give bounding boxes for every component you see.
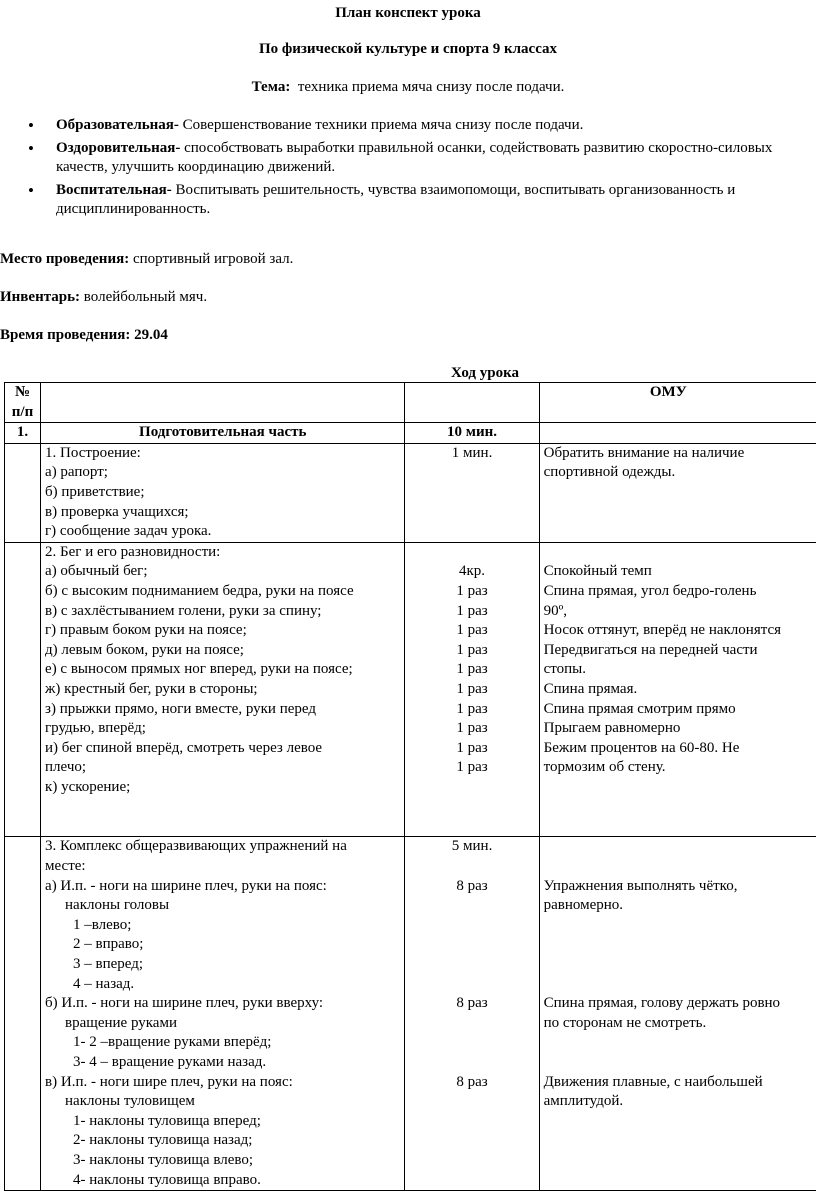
exercise-b-start: б) И.п. - ноги на ширине плеч, руки вверху:: [45, 995, 324, 1012]
theme-value: техника приема мяча снизу после подачи.: [297, 79, 565, 95]
goal-health: [28, 139, 816, 178]
goal-text: Совершенствование техники приема мяча снизу после подачи.: [178, 117, 584, 133]
table-header-row: [5, 383, 816, 423]
row-num-cell: [5, 542, 41, 837]
row-num-cell: [5, 837, 41, 1191]
equipment-value: волейбольный мяч.: [80, 289, 208, 305]
exercise-a-step: 3 – вперед;: [73, 956, 144, 973]
block1-line: б) приветствие;: [45, 483, 145, 500]
goal-educational: [28, 116, 816, 136]
part-time: 10 мин.: [405, 423, 539, 444]
table-caption: Ход урока: [450, 365, 520, 381]
block2-line: и) бег спиной вперёд, смотреть через левое: [45, 739, 323, 756]
table-row: [5, 423, 816, 444]
place-label: Место проведения:: [0, 251, 130, 267]
block2-dose: 1 раз: [456, 582, 488, 599]
block2-line: плечо;: [45, 759, 87, 776]
block2-note: тормозим об стену.: [543, 759, 666, 776]
block2-note: стопы.: [543, 661, 586, 678]
exercise-b-dose: 8 раз: [456, 995, 488, 1012]
exercise-a-note: Упражнения выполнять чётко,: [543, 877, 738, 894]
goal-upbringing: [28, 181, 816, 220]
block3-notes: [539, 837, 816, 1191]
block2-line: 2. Бег и его разновидности:: [45, 543, 221, 560]
exercise-b-note: по сторонам не смотреть.: [543, 1014, 707, 1031]
table-row: [5, 443, 816, 542]
time-line: Время проведения: 29.04: [0, 327, 168, 343]
table-row: [5, 837, 816, 1191]
block2-line: а) обычный бег;: [45, 563, 148, 580]
block2-dose: 1 раз: [456, 641, 488, 658]
exercise-c-sub: наклоны туловищем: [65, 1093, 195, 1110]
header-time-cell: [405, 383, 539, 423]
place-value: спортивный игровой зал.: [129, 251, 294, 267]
goal-label: Воспитательная-: [56, 181, 172, 198]
lesson-theme: [0, 78, 816, 98]
header-num: №: [14, 384, 31, 400]
exercise-c-step: 3- наклоны туловища влево;: [73, 1151, 254, 1168]
block2-line: к) ускорение;: [45, 778, 131, 795]
block2-dose: 1 раз: [456, 622, 488, 639]
exercise-c-note: амплитудой.: [543, 1093, 624, 1110]
header-num-sub: п/п: [11, 403, 34, 420]
goals-list: [28, 116, 816, 220]
block3-content: [41, 837, 405, 1191]
block3-time: 5 мин.: [451, 838, 493, 855]
block2-line: ж) крестный бег, руки в стороны;: [45, 680, 258, 697]
page-subtitle: По физической культуре и спорта 9 классах: [258, 41, 558, 57]
exercise-a-step: 2 – вправо;: [73, 936, 144, 953]
part-notes: [539, 423, 816, 444]
block1-line: 1. Построение:: [45, 444, 141, 461]
part-name: Подготовительная часть: [41, 423, 405, 444]
exercise-c-step: 4- наклоны туловища вправо.: [73, 1171, 261, 1188]
block2-notes: [539, 542, 816, 837]
equipment-label: Инвентарь:: [0, 289, 81, 305]
header-omu-cell: ОМУ: [539, 383, 816, 423]
block1-content: [41, 443, 405, 542]
block2-doses: [405, 542, 539, 837]
block2-note: Прыгаем равномерно: [543, 720, 681, 737]
block1-note: спортивной одежды.: [543, 464, 676, 481]
block1-line: а) рапорт;: [45, 464, 108, 481]
block2-note: Бежим процентов на 60-80. Не: [543, 739, 740, 756]
block2-note: 90º,: [543, 602, 568, 619]
exercise-b-note: Спина прямая, голову держать ровно: [543, 995, 781, 1012]
block2-dose: 1 раз: [456, 720, 488, 737]
goal-text: способствовать выработки правильной осанки, содействовать развитию скоростно-силовых качеств, улучшить координацию движений.: [56, 139, 773, 176]
exercise-c-note: Движения плавные, с наибольшей: [543, 1073, 763, 1090]
block2-dose: 1 раз: [456, 700, 488, 717]
block2-note: Носок оттянут, вперёд не наклонятся: [543, 622, 782, 639]
block2-content: [41, 542, 405, 837]
block2-dose: 1 раз: [456, 602, 488, 619]
block2-note: Спина прямая.: [543, 680, 638, 697]
header-num-cell: [5, 383, 41, 423]
exercise-a-start: а) И.п. - ноги на ширине плеч, руки на пояс:: [45, 877, 327, 894]
header-content-cell: [41, 383, 405, 423]
equipment-line: [0, 288, 207, 308]
block2-dose: 1 раз: [456, 759, 488, 776]
table-row: [5, 542, 816, 837]
block2-line: д) левым боком, руки на поясе;: [45, 641, 244, 658]
exercise-c-dose: 8 раз: [456, 1073, 488, 1090]
block2-dose: 4кр.: [459, 563, 486, 580]
place-line: [0, 250, 293, 270]
block2-line: е) с выносом прямых ног вперед, руки на поясе;: [45, 661, 353, 678]
exercise-c-step: 1- наклоны туловища вперед;: [73, 1112, 261, 1129]
exercise-a-sub: наклоны головы: [65, 897, 170, 914]
exercise-a-note: равномерно.: [543, 897, 624, 914]
block2-line: в) с захлёстыванием голени, руки за спину;: [45, 602, 322, 619]
row-num-cell: [5, 443, 41, 542]
lesson-table: [4, 382, 816, 1191]
block3-title: месте:: [45, 858, 86, 875]
block2-note: Спина прямая смотрим прямо: [543, 700, 736, 717]
block3-doses: [405, 837, 539, 1191]
block2-dose: 1 раз: [456, 661, 488, 678]
exercise-b-sub: вращение руками: [65, 1014, 177, 1031]
block2-line: з) прыжки прямо, ноги вместе, руки перед: [45, 700, 316, 717]
part-number: 1.: [5, 423, 41, 444]
block2-dose: 1 раз: [456, 680, 488, 697]
exercise-b-step: 1- 2 –вращение руками вперёд;: [73, 1034, 272, 1051]
exercise-a-step: 4 – назад.: [73, 975, 135, 992]
block2-line: г) правым боком руки на поясе;: [45, 622, 247, 639]
exercise-a-dose: 8 раз: [456, 877, 488, 894]
block3-title: 3. Комплекс общеразвивающих упражнений на: [45, 838, 347, 855]
block1-note: Обратить внимание на наличие: [543, 444, 745, 461]
exercise-c-step: 2- наклоны туловища назад;: [73, 1132, 253, 1149]
block2-note: Спина прямая, угол бедро-голень: [543, 582, 757, 599]
block2-line: грудью, вперёд;: [45, 720, 146, 737]
block2-dose: 1 раз: [456, 739, 488, 756]
goal-text: Воспитывать решительность, чувства взаимопомощи, воспитывать организованность и дисциплинированность.: [56, 181, 736, 218]
block1-time: 1 мин.: [405, 443, 539, 542]
block1-notes: [539, 443, 816, 542]
exercise-b-step: 3- 4 – вращение руками назад.: [73, 1054, 267, 1070]
block1-line: в) проверка учащихся;: [45, 503, 189, 520]
block2-line: б) с высоким подниманием бедра, руки на поясе: [45, 582, 354, 599]
exercise-a-step: 1 –влево;: [73, 916, 132, 933]
block2-note: Спокойный темп: [543, 563, 652, 580]
block1-line: г) сообщение задач урока.: [45, 523, 212, 540]
theme-label: Тема:: [251, 79, 291, 95]
page-title: План конспект урока: [335, 5, 481, 21]
exercise-c-start: в) И.п. - ноги шире плеч, руки на пояс:: [45, 1073, 293, 1090]
block2-note: Передвигаться на передней части: [543, 641, 758, 658]
goal-label: Образовательная-: [56, 117, 179, 133]
goal-label: Оздоровительная-: [56, 139, 181, 156]
